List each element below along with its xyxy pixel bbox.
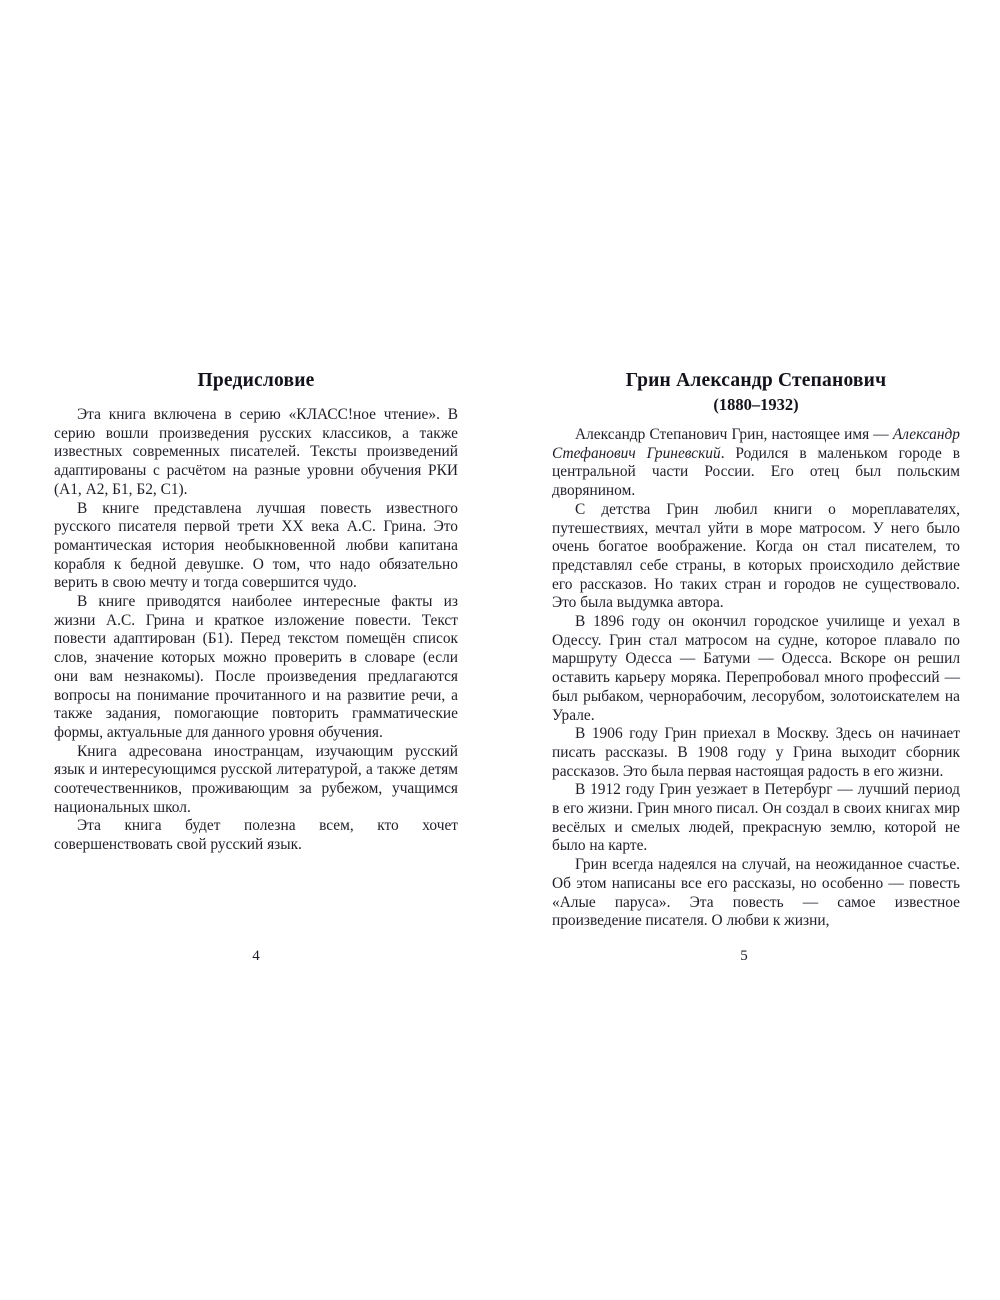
left-page-number: 4 [252,948,260,964]
right-page-title: Грин Александр Степанович [625,370,887,391]
left-paragraph: В книге представлена лучшая повесть известного русского писателя первой трети XX века А.С. Грина. Это романтическая история необыкновенной любви капитана корабля к бедной девушке. О том, что надо обязательно верить в свою мечту и тогда совершится чудо. [54,499,458,592]
author-real-name-italic: Александр Стефанович Гриневский [552,426,960,462]
right-paragraph: В 1896 году он окончил городское училище и уехал в Одессу. Грин стал матросом на судне, которое плавало по маршруту Одесса — Батуми — Одесса. Вскоре он решил оставить карьеру моряка. Перепробовал много профессий — был рыбаком, чернорабочим, лесорубом, золотоискателем на Урале. [552,613,960,724]
right-paragraph: В 1906 году Грин приехал в Москву. Здесь он начинает писать рассказы. В 1908 году у Грина выходит сборник рассказов. Это была первая настоящая радость в его жизни. [552,725,960,780]
right-page [552,369,960,931]
right-paragraph-intro [552,426,960,501]
left-page-title: Предисловие [197,370,315,391]
left-paragraph: Эта книга будет полезна всем, кто хочет совершенствовать свой русский язык. [54,817,458,854]
intro-text-after: . Родился в маленьком городе в центральной части России. Его отец был польским дворянином. [552,444,960,500]
right-paragraph: Грин всегда надеялся на случай, на неожиданное счастье. Об этом написаны все его рассказы, но особенно — повесть «Алые паруса». Эта повесть — самое известное произведение писателя. О любви к жизни, [552,856,960,930]
left-paragraph: Эта книга включена в серию «КЛАСС!ное чтение». В серию вошли произведения русских классиков, а также известных современных писателей. Тексты произведений адаптированы с расчётом на разные уровни обучения РКИ (А1, А2, Б1, Б2, С1). [54,406,458,498]
right-paragraph: С детства Грин любил книги о мореплавателях, путешествиях, мечтал уйти в море матросом. У него было очень богатое воображение. Когда он стал писателем, то представлял себе страны, в которых происходило действие его рассказов. Но таких стран и городов не существовало. Это была выдумка автора. [552,500,960,612]
left-paragraph: В книге приводятся наиболее интересные факты из жизни А.С. Грина и краткое изложение повести. Текст повести адаптирован (Б1). Перед текстом помещён список слов, значение которых можно проверить в словаре (если они вам незнакомы). После произведения предлагаются вопросы на понимание прочитанного и на развитие речи, а также задания, помогающие повторить грамматические формы, актуальные для данного уровня обучения. [54,593,458,741]
right-page-number: 5 [740,948,748,964]
intro-text-before: Александр Степанович Грин, настоящее имя — [575,426,893,443]
right-paragraph: В 1912 году Грин уезжает в Петербург — лучший период в его жизни. Грин много писал. Он создал в своих книгах мир весёлых и смелых людей, прекрасную землю, которой не было на карте. [552,781,960,855]
left-paragraph: Книга адресована иностранцам, изучающим русский язык и интересующимся русской литературой, а также детям соотечественников, проживающим за рубежом, учащимся национальных школ. [54,742,458,816]
left-page [54,369,458,855]
author-years: (1880–1932) [713,395,799,414]
